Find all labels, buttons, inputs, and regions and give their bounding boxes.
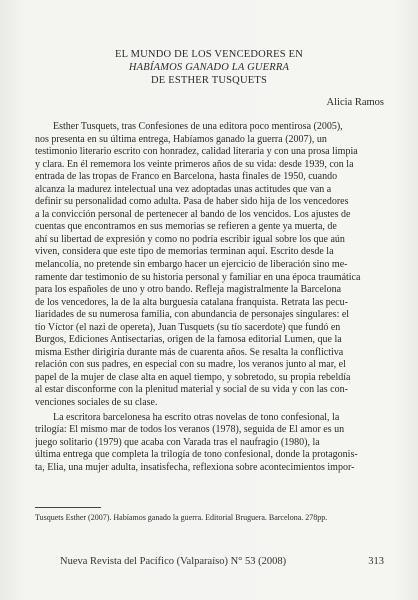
body-line: Burgos, Ediciones Antisectarias, origen de la famosa editorial Lumen, que la: [35, 334, 342, 346]
body-line: venciones sociales de su clase.: [35, 397, 158, 409]
body-line: trilogía: El mismo mar de todos los veranos (1978), seguida de El amor es un: [35, 424, 345, 436]
body-line: La escritora barcelonesa ha escrito otras novelas de tono confesional, la: [53, 411, 340, 423]
body-line: entrada de las tropas de Franco en Barcelona, hasta finales de 1950, cuando: [35, 171, 338, 183]
paragraph-2: [35, 412, 384, 475]
title-line-1: EL MUNDO DE LOS VENCEDORES EN: [114, 49, 304, 60]
body-line: a la convicción personal de pertenecer al bando de los vencidos. Los ajustes de: [35, 208, 351, 220]
page-number: 313: [368, 556, 384, 567]
body-line: al estar disconforme con la plenitud material y social de su vida y con las con-: [35, 384, 348, 396]
body-line: juego solitario (1979) que acaba con Varada tras el naufragio (1980), la: [35, 436, 320, 448]
body-line: de los vencedores, la de la alta burguesía catalana franquista. Retrata las pecu-: [35, 296, 349, 308]
body-line: misma Esther dirigiría durante más de cuarenta años. Se resalta la conflictiva: [35, 346, 344, 358]
body-line: nos presenta en su última entrega, Habíamos ganado la guerra (2007), un: [35, 133, 327, 145]
body-line: melancolía, no pretende sin embargo hacer un ejercicio de liberación sino me-: [35, 259, 348, 271]
author-name: Alicia Ramos: [326, 97, 384, 108]
body-line: testimonio literario escrito con honradez, calidad literaria y con una prosa limpia: [35, 146, 358, 158]
body-line: alcanza la madurez intelectual una vez adoptadas unas actitudes que van a: [35, 183, 332, 195]
body-line: definir su personalidad como adulta. Pasa de haber sido hija de los vencedores: [35, 196, 349, 208]
journal-footer: Nueva Revista del Pacífico (Valparaíso) N° 53 (2008): [60, 556, 287, 567]
title-line-2: HABÍAMOS GANADO LA GUERRA: [128, 62, 290, 73]
body-line: liaridades de su numerosa familia, con abundancia de personajes singulares: el: [35, 309, 350, 321]
footnote-divider: [35, 507, 101, 508]
article-title: [40, 48, 378, 87]
paragraph-1: [35, 121, 384, 410]
body-line: papel de la mujer de clase alta en aquel tiempo, y sobretodo, su propia rebeldía: [35, 371, 351, 383]
body-line: viven, considera que este tipo de memorias terminan aquí. Escrito desde la: [35, 246, 334, 258]
body-line: ta, Elia, una mujer adulta, insatisfecha, reflexiona sobre acontecimientos impor-: [35, 461, 355, 473]
body-line: tío Víctor (el nazi de opereta), Juan Tusquets (su tío sacerdote) que fundó en: [35, 321, 341, 333]
body-line: ramente dar testimonio de su historia personal y familiar en una época traumática: [35, 271, 361, 283]
title-line-3: DE ESTHER TUSQUETS: [151, 75, 267, 86]
body-line: última entrega que completa la trilogía de tono confesional, donde la protagonis-: [35, 449, 358, 461]
footnote: Tusquets Esther (2007). Habíamos ganado la guerra. Editorial Bruguera. Barcelona. 278pp.: [35, 513, 328, 522]
body-line: y clara. En él rememora los veinte primeros años de su vida: desde 1939, con la: [35, 158, 354, 170]
body-line: Esther Tusquets, tras Confesiones de una editora poco mentirosa (2005),: [53, 121, 343, 132]
body-line: relación con sus padres, en especial con su madre, los veranos junto al mar, el: [35, 359, 346, 371]
body-line: cuentas que encontramos en sus memorias se refieren a gente ya muerta, de: [35, 221, 337, 233]
article-body: [35, 121, 384, 474]
body-line: ahí su libertad de expresión y como no podría escribir igual sobre los que aún: [35, 233, 345, 245]
body-line: para los españoles de uno y otro bando. Refleja magistralmente la Barcelona: [35, 284, 342, 296]
